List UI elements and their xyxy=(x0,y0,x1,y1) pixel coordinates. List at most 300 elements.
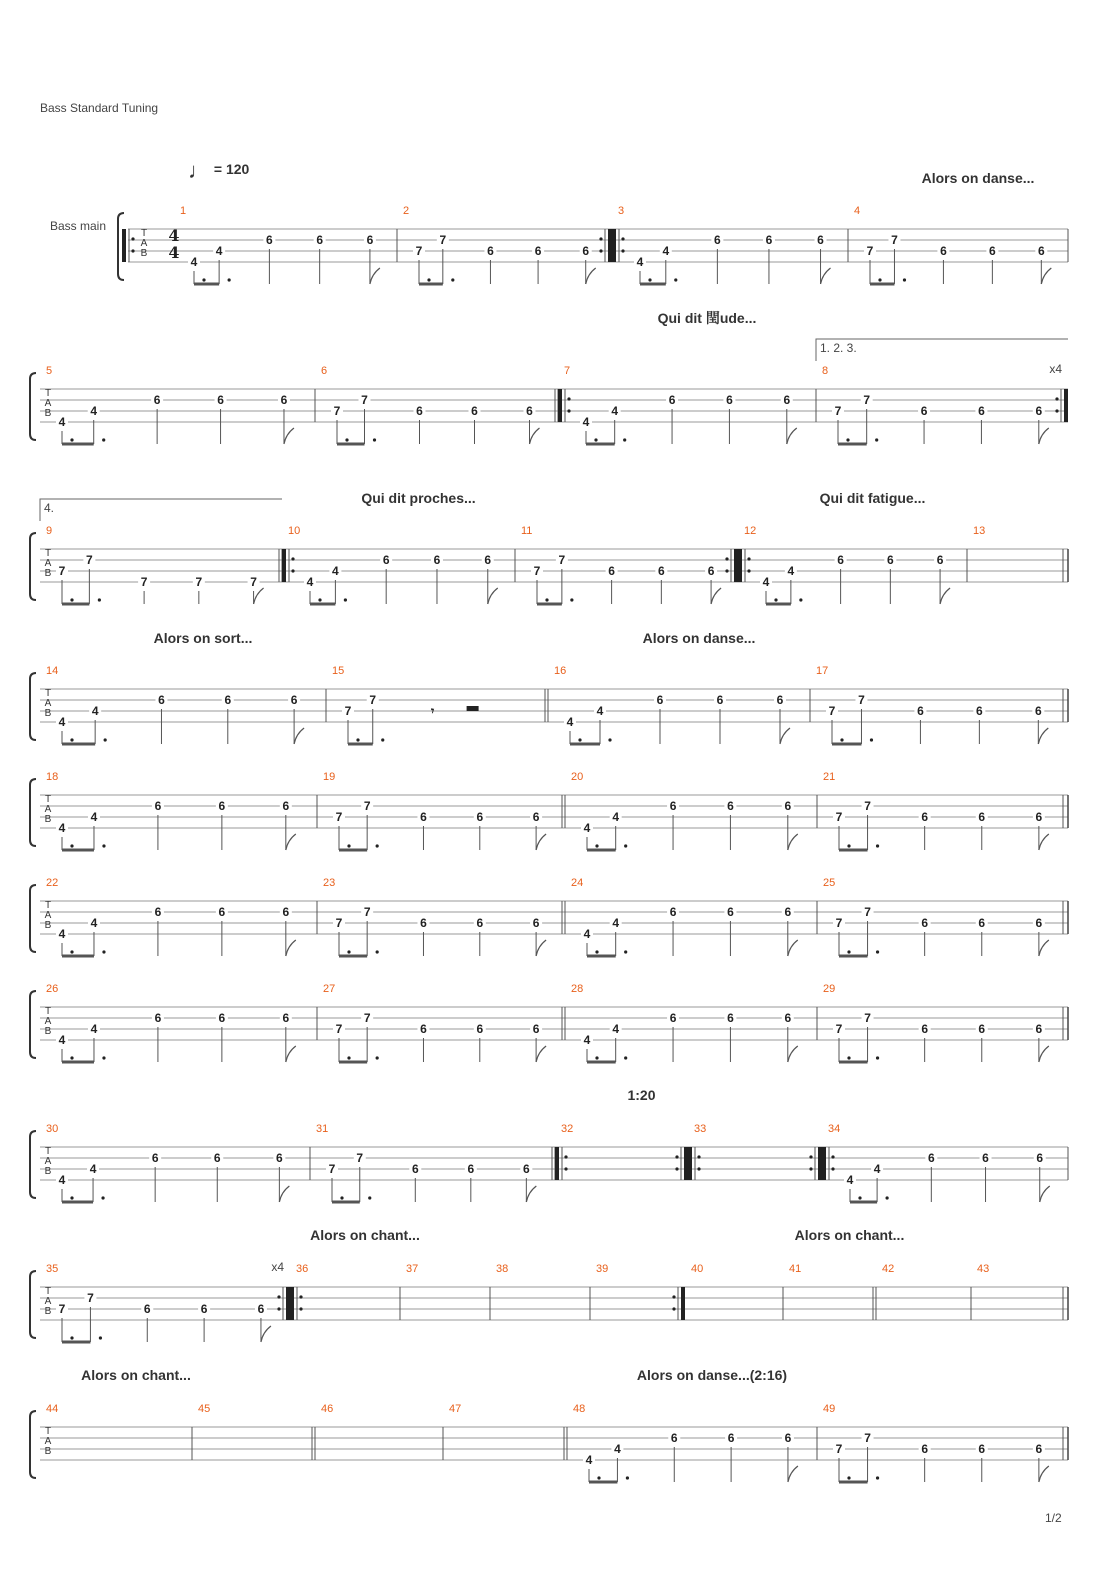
tab-clef: B xyxy=(44,920,52,931)
fret-number: 7 xyxy=(344,704,352,718)
measure-number: 6 xyxy=(321,365,328,377)
eighth-flag-icon xyxy=(279,1186,289,1202)
tab-clef: A xyxy=(44,558,52,569)
measure-22 xyxy=(46,877,317,956)
measure-49 xyxy=(823,1403,1068,1482)
fret-number: 6 xyxy=(714,233,721,247)
fret-number: 6 xyxy=(978,404,985,418)
repeat-start-bar xyxy=(738,549,742,582)
measure-9 xyxy=(46,525,282,604)
eighth-flag-icon xyxy=(536,1046,546,1062)
fret-number: 7 xyxy=(87,1291,94,1305)
dot-icon xyxy=(545,598,548,601)
fret-number: 4 xyxy=(636,255,644,269)
dot-icon xyxy=(70,598,73,601)
eighth-flag-icon xyxy=(284,428,294,444)
fret-number: 4 xyxy=(58,415,66,429)
measure-12 xyxy=(738,525,967,604)
system-bracket xyxy=(30,1271,36,1338)
fret-number: 6 xyxy=(200,1302,208,1316)
fret-number: 6 xyxy=(716,693,724,707)
fret-number: 7 xyxy=(864,1011,871,1025)
fret-number: 7 xyxy=(369,693,377,707)
measure-number: 44 xyxy=(46,1403,59,1415)
dot-icon xyxy=(347,950,350,953)
fret-number: 6 xyxy=(608,564,615,578)
measure-number: 4 xyxy=(854,205,861,217)
dot-icon xyxy=(70,844,73,847)
fret-number: 7 xyxy=(558,553,566,567)
dot-icon xyxy=(70,1336,73,1339)
tab-clef: T xyxy=(44,1286,52,1297)
fret-number: 6 xyxy=(290,693,298,707)
fret-number: 6 xyxy=(976,704,983,718)
volta-label: 1. 2. 3. xyxy=(820,341,857,355)
tab-clef: A xyxy=(44,804,52,815)
repeat-dot xyxy=(675,1167,678,1170)
fret-number: 6 xyxy=(532,1022,540,1036)
measure-21 xyxy=(823,771,1068,850)
fret-number: 6 xyxy=(784,905,792,919)
repeat-dot xyxy=(747,569,750,572)
eighth-flag-icon xyxy=(821,268,831,284)
dot-icon xyxy=(847,1056,850,1059)
fret-number: 6 xyxy=(784,1011,792,1025)
dot-icon xyxy=(102,438,105,441)
measure-number: 15 xyxy=(332,665,345,677)
fret-number: 6 xyxy=(484,553,492,567)
measure-47 xyxy=(449,1403,567,1460)
dot-icon xyxy=(99,1336,102,1339)
fret-number: 6 xyxy=(784,1431,792,1445)
fret-number: 6 xyxy=(382,553,390,567)
measure-3 xyxy=(612,205,848,284)
measure-number: 5 xyxy=(46,365,53,377)
fret-number: 7 xyxy=(439,233,447,247)
fret-number: 6 xyxy=(920,404,928,418)
measure-18 xyxy=(46,771,317,850)
section-text: 1:20 xyxy=(627,1087,656,1103)
measure-28 xyxy=(571,983,817,1062)
fret-number: 4 xyxy=(582,415,590,429)
measure-number: 48 xyxy=(573,1403,586,1415)
eighth-flag-icon xyxy=(1039,940,1049,956)
repeat-dot xyxy=(567,397,570,400)
dot-icon xyxy=(570,598,573,601)
measure-37 xyxy=(406,1263,490,1320)
tab-clef: A xyxy=(44,1016,52,1027)
fret-number: 6 xyxy=(433,553,441,567)
measure-number: 26 xyxy=(46,983,59,995)
fret-number: 6 xyxy=(668,393,676,407)
fret-number: 6 xyxy=(886,553,894,567)
measure-36 xyxy=(290,1263,400,1320)
fret-number: 6 xyxy=(276,1151,283,1165)
fret-number: 6 xyxy=(707,564,715,578)
tab-clef: T xyxy=(140,228,148,239)
measure-number: 1 xyxy=(180,205,187,217)
fret-number: 4 xyxy=(846,1173,854,1187)
fret-number: 6 xyxy=(282,1011,290,1025)
section-text: Alors on danse... xyxy=(642,630,756,646)
tab-clef: A xyxy=(44,910,52,921)
measure-number: 37 xyxy=(406,1263,419,1275)
fret-number: 6 xyxy=(1035,916,1043,930)
dot-icon xyxy=(624,950,627,953)
measure-1 xyxy=(122,205,397,284)
eighth-flag-icon xyxy=(1039,428,1049,444)
fret-number: 6 xyxy=(487,244,494,258)
fret-number: 7 xyxy=(864,1431,871,1445)
repeat-dot xyxy=(809,1167,812,1170)
dot-icon xyxy=(878,278,881,281)
measure-48 xyxy=(573,1403,817,1482)
dot-icon xyxy=(799,598,802,601)
measure-39 xyxy=(596,1263,685,1320)
fret-number: 7 xyxy=(864,799,871,813)
dot-icon xyxy=(875,438,878,441)
tab-clef: T xyxy=(44,388,52,399)
measure-20 xyxy=(571,771,817,850)
fret-number: 6 xyxy=(218,799,226,813)
repeat-dot xyxy=(564,1167,567,1170)
measure-23 xyxy=(323,877,565,956)
dot-icon xyxy=(381,738,384,741)
measure-number: 25 xyxy=(823,877,836,889)
eighth-rest-icon: 𝄾 xyxy=(430,704,435,718)
eighth-flag-icon xyxy=(1039,834,1049,850)
tab-clef: B xyxy=(44,1026,52,1037)
fret-number: 6 xyxy=(727,799,734,813)
quarter-note-icon: ♩ xyxy=(188,158,210,183)
eighth-flag-icon xyxy=(370,268,380,284)
fret-number: 6 xyxy=(471,404,478,418)
measure-number: 32 xyxy=(561,1123,574,1135)
dot-icon xyxy=(368,1196,371,1199)
eighth-flag-icon xyxy=(711,588,721,604)
fret-number: 6 xyxy=(476,916,484,930)
dot-icon xyxy=(70,1056,73,1059)
fret-number: 4 xyxy=(583,927,591,941)
repeat-start-bar xyxy=(612,229,616,262)
dot-icon xyxy=(347,844,350,847)
measure-number: 47 xyxy=(449,1403,462,1415)
system-4 xyxy=(30,630,1068,744)
dot-icon xyxy=(202,278,205,281)
fret-number: 7 xyxy=(891,233,898,247)
fret-number: 4 xyxy=(215,244,223,258)
measure-number: 8 xyxy=(822,365,829,377)
measure-43 xyxy=(977,1263,1068,1320)
repeat-dot xyxy=(291,557,294,560)
fret-number: 7 xyxy=(864,905,871,919)
page-number: 1/2 xyxy=(1045,1511,1062,1525)
measure-13 xyxy=(973,525,1068,582)
eighth-flag-icon xyxy=(1038,728,1048,744)
system-bracket xyxy=(30,1411,36,1478)
dot-icon xyxy=(595,950,598,953)
dot-icon xyxy=(597,1476,600,1479)
repeat-dot xyxy=(809,1155,812,1158)
eighth-flag-icon xyxy=(254,588,264,604)
dot-icon xyxy=(846,438,849,441)
measure-number: 33 xyxy=(694,1123,707,1135)
measure-number: 27 xyxy=(323,983,336,995)
dot-icon xyxy=(340,1196,343,1199)
fret-number: 4 xyxy=(90,404,98,418)
measure-38 xyxy=(496,1263,590,1320)
measure-34 xyxy=(822,1123,1068,1202)
repeat-count: x4 xyxy=(1049,362,1062,376)
repeat-start-bar xyxy=(558,389,562,422)
eighth-flag-icon xyxy=(488,588,498,604)
fret-number: 6 xyxy=(411,1162,419,1176)
repeat-end-bar xyxy=(681,1287,685,1320)
fret-number: 6 xyxy=(656,693,664,707)
fret-number: 6 xyxy=(921,916,929,930)
eighth-flag-icon xyxy=(286,1046,296,1062)
fret-number: 6 xyxy=(532,810,540,824)
dot-icon xyxy=(376,950,379,953)
dot-icon xyxy=(578,738,581,741)
fret-number: 7 xyxy=(333,404,341,418)
fret-number: 6 xyxy=(218,905,226,919)
tab-clef: T xyxy=(44,688,52,699)
repeat-dot xyxy=(131,237,134,240)
fret-number: 4 xyxy=(583,1033,591,1047)
fret-number: 6 xyxy=(416,404,423,418)
eighth-flag-icon xyxy=(780,728,790,744)
fret-number: 6 xyxy=(420,916,427,930)
tab-clef: A xyxy=(44,1156,52,1167)
repeat-end-bar xyxy=(818,1147,822,1180)
fret-number: 4 xyxy=(614,1442,621,1456)
repeat-dot xyxy=(831,1155,834,1158)
dot-icon xyxy=(347,1056,350,1059)
tab-clef: A xyxy=(44,1436,52,1447)
measure-number: 21 xyxy=(823,771,836,783)
measure-number: 43 xyxy=(977,1263,990,1275)
dot-icon xyxy=(903,278,906,281)
section-text: Alors on chant... xyxy=(81,1367,191,1383)
tab-clef: T xyxy=(44,548,52,559)
fret-number: 7 xyxy=(361,393,368,407)
measure-number: 23 xyxy=(323,877,336,889)
repeat-dot xyxy=(1055,397,1058,400)
volta-bracket xyxy=(40,499,282,521)
section-text: Alors on chant... xyxy=(310,1227,420,1243)
system-bracket xyxy=(30,1131,36,1198)
dot-icon xyxy=(774,598,777,601)
fret-number: 6 xyxy=(726,393,733,407)
measure-40 xyxy=(691,1263,783,1320)
repeat-start-bar xyxy=(555,1147,559,1180)
eighth-flag-icon xyxy=(788,940,798,956)
measure-46 xyxy=(321,1403,443,1460)
fret-number: 6 xyxy=(921,1442,929,1456)
fret-number: 6 xyxy=(1035,1022,1043,1036)
fret-number: 6 xyxy=(420,810,427,824)
repeat-dot xyxy=(725,569,728,572)
measure-26 xyxy=(46,983,317,1062)
fret-number: 6 xyxy=(476,810,484,824)
fret-number: 7 xyxy=(835,1022,843,1036)
dot-icon xyxy=(102,1056,105,1059)
fret-number: 7 xyxy=(335,1022,343,1036)
fret-number: 7 xyxy=(363,799,371,813)
dot-icon xyxy=(870,738,873,741)
tempo-value: = 120 xyxy=(213,161,250,177)
measure-number: 3 xyxy=(618,205,625,217)
fret-number: 4 xyxy=(89,1162,97,1176)
fret-number: 6 xyxy=(784,799,792,813)
fret-number: 6 xyxy=(316,233,324,247)
eighth-flag-icon xyxy=(294,728,304,744)
tab-clef: B xyxy=(44,1446,52,1457)
track-name: Bass main xyxy=(50,219,107,233)
fret-number: 6 xyxy=(526,404,533,418)
fret-number: 4 xyxy=(612,916,620,930)
repeat-dot xyxy=(1055,409,1058,412)
repeat-dot xyxy=(291,569,294,572)
fret-number: 6 xyxy=(978,1022,986,1036)
measure-14 xyxy=(46,665,326,744)
eighth-flag-icon xyxy=(940,588,950,604)
repeat-end-bar xyxy=(608,229,612,262)
dot-icon xyxy=(876,1476,879,1479)
fret-number: 4 xyxy=(596,704,604,718)
fret-number: 7 xyxy=(140,575,148,589)
repeat-dot xyxy=(299,1295,302,1298)
repeat-dot xyxy=(672,1307,675,1310)
repeat-dot xyxy=(621,237,624,240)
fret-number: 6 xyxy=(1035,1442,1043,1456)
repeat-start-bar xyxy=(822,1147,826,1180)
fret-number: 6 xyxy=(657,564,665,578)
eighth-flag-icon xyxy=(788,834,798,850)
fret-number: 7 xyxy=(250,575,257,589)
system-5 xyxy=(30,771,1068,850)
system-bracket xyxy=(30,885,36,952)
measure-10 xyxy=(282,525,515,604)
fret-number: 6 xyxy=(669,799,677,813)
eighth-flag-icon xyxy=(261,1326,271,1342)
volta-label: 4. xyxy=(44,501,55,515)
tab-clef: B xyxy=(44,1166,52,1177)
repeat-dot xyxy=(621,249,624,252)
fret-number: 4 xyxy=(585,1453,593,1467)
measure-19 xyxy=(323,771,565,850)
measure-number: 41 xyxy=(789,1263,802,1275)
measure-number: 35 xyxy=(46,1263,59,1275)
measure-number: 20 xyxy=(571,771,584,783)
tab-clef: B xyxy=(44,408,52,419)
fret-number: 4 xyxy=(58,1173,66,1187)
dot-icon xyxy=(102,950,105,953)
fret-number: 4 xyxy=(90,810,98,824)
fret-number: 4 xyxy=(612,1022,620,1036)
dot-icon xyxy=(344,598,347,601)
fret-number: 6 xyxy=(921,1022,929,1036)
fret-number: 6 xyxy=(837,553,844,567)
fret-number: 6 xyxy=(532,916,540,930)
section-text: Qui dit proches... xyxy=(361,490,476,506)
measure-number: 9 xyxy=(46,525,53,537)
system-10 xyxy=(30,1367,1068,1482)
dot-icon xyxy=(648,278,651,281)
fret-number: 6 xyxy=(154,905,162,919)
measure-35 xyxy=(46,1260,290,1342)
fret-number: 4 xyxy=(583,821,591,835)
measure-30 xyxy=(46,1123,310,1202)
measure-number: 42 xyxy=(882,1263,895,1275)
measure-number: 39 xyxy=(596,1263,609,1275)
dot-icon xyxy=(70,438,73,441)
fret-number: 6 xyxy=(522,1162,530,1176)
dot-icon xyxy=(674,278,677,281)
fret-number: 6 xyxy=(917,704,924,718)
fret-number: 7 xyxy=(835,916,843,930)
measure-number: 11 xyxy=(521,525,533,537)
repeat-dot xyxy=(831,1167,834,1170)
fret-number: 6 xyxy=(257,1302,265,1316)
tab-clef: B xyxy=(44,568,52,579)
measure-number: 12 xyxy=(744,525,757,537)
measure-number: 28 xyxy=(571,983,584,995)
repeat-dot xyxy=(599,249,602,252)
fret-number: 6 xyxy=(1036,1151,1044,1165)
measure-number: 38 xyxy=(496,1263,509,1275)
measure-11 xyxy=(521,525,738,604)
fret-number: 6 xyxy=(218,1011,226,1025)
measure-2 xyxy=(403,205,612,284)
system-9 xyxy=(30,1227,1068,1342)
measure-16 xyxy=(554,665,810,744)
repeat-start-bar xyxy=(122,229,126,262)
fret-number: 6 xyxy=(978,1442,986,1456)
fret-number: 6 xyxy=(213,1151,221,1165)
tab-clef: A xyxy=(44,1296,52,1307)
fret-number: 6 xyxy=(143,1302,151,1316)
fret-number: 6 xyxy=(669,905,677,919)
measure-4 xyxy=(854,205,1068,284)
system-2 xyxy=(30,310,1068,444)
fret-number: 6 xyxy=(921,810,929,824)
fret-number: 4 xyxy=(306,575,314,589)
system-bracket xyxy=(30,373,36,440)
dot-icon xyxy=(886,1196,889,1199)
fret-number: 6 xyxy=(420,1022,427,1036)
repeat-dot xyxy=(299,1307,302,1310)
fret-number: 6 xyxy=(1035,810,1043,824)
tab-clef: B xyxy=(44,708,52,719)
measure-number: 22 xyxy=(46,877,59,889)
repeat-dot xyxy=(277,1295,280,1298)
fret-number: 6 xyxy=(727,1011,734,1025)
fret-number: 4 xyxy=(662,244,670,258)
fret-number: 6 xyxy=(982,1151,989,1165)
system-bracket xyxy=(30,779,36,846)
repeat-dot xyxy=(567,409,570,412)
dot-icon xyxy=(98,598,101,601)
measure-number: 30 xyxy=(46,1123,59,1135)
fret-number: 6 xyxy=(154,1011,162,1025)
dot-icon xyxy=(594,438,597,441)
fret-number: 6 xyxy=(154,799,162,813)
fret-number: 7 xyxy=(863,393,871,407)
dot-icon xyxy=(104,738,107,741)
measure-number: 13 xyxy=(973,525,986,537)
